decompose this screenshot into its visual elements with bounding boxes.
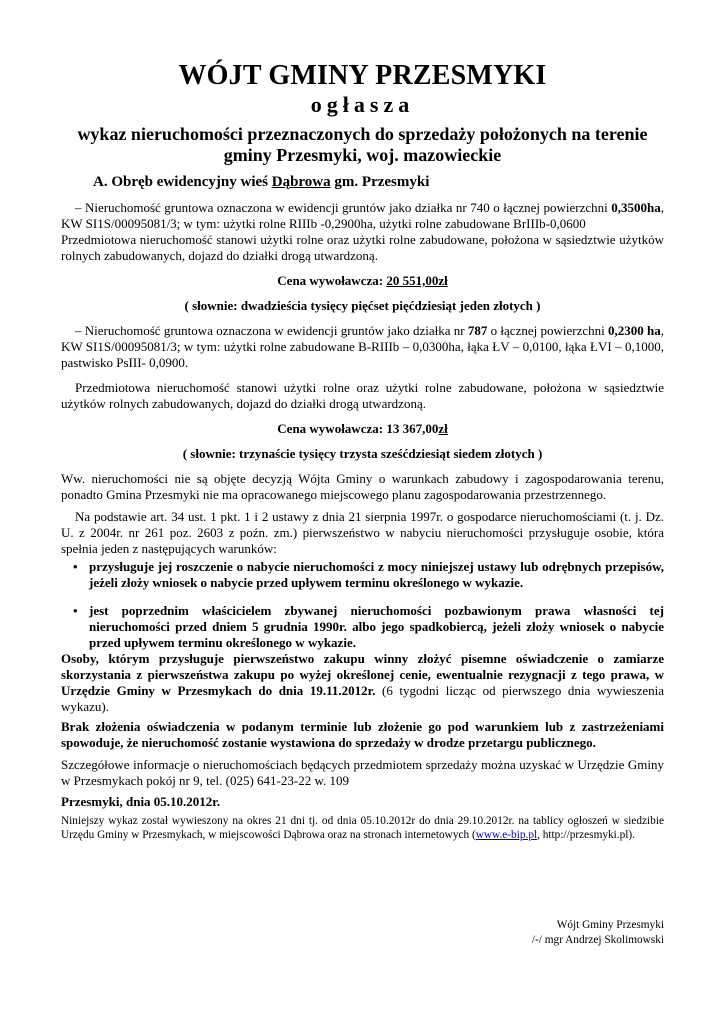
signature-title: Wójt Gminy Przesmyki bbox=[556, 919, 664, 931]
priority-rest: (6 tygodni licząc od pierwszego dnia wywieszenia wykazu). bbox=[61, 683, 665, 714]
bullet-icon: • bbox=[73, 559, 78, 574]
property2-price-words: ( słownie: trzynaście tysięcy trzysta sześćdziesiąt siedem złotych ) bbox=[182, 446, 543, 461]
announcement-document bbox=[61, 60, 664, 842]
section-a-suffix: gm. Przesmyki bbox=[330, 174, 430, 190]
heading-line-2: gminy Przesmyki, woj. mazowieckie bbox=[223, 145, 502, 165]
property1-price bbox=[61, 273, 664, 289]
condition-item-1 bbox=[61, 559, 664, 591]
property2-desc-b: o łącznej powierzchni bbox=[487, 323, 608, 338]
conditions-list bbox=[61, 559, 664, 651]
bip-link[interactable]: www.e-bip.pl bbox=[475, 829, 538, 841]
property2-area: 0,2300 ha bbox=[608, 323, 661, 338]
priority-statement bbox=[61, 651, 664, 715]
property1-price-label: Cena wywoławcza: bbox=[277, 273, 387, 288]
property2-parcel: 787 bbox=[467, 323, 488, 338]
priority-bold: Osoby, którym przysługuje pierwszeństwo zakupu winny złożyć pisemne oświadczenie o zamiarze skorzystania z pierwszeństwa zakupu po wyżej określonej cenie, ewentualnie rezygnacji z tego prawa, w Urzędzie Gminy w Przesmykach do dnia 19.11.2012r. bbox=[61, 651, 664, 698]
section-a-village: Dąbrowa bbox=[271, 174, 331, 190]
signature-block bbox=[532, 918, 664, 948]
bullet-icon: • bbox=[73, 603, 78, 618]
property1-price-value: 20 551,00zł bbox=[386, 273, 448, 288]
zoning-info: Ww. nieruchomości nie są objęte decyzją Wójta Gminy o warunkach zabudowy i zagospodarowania terenu, ponadto Gmina Przesmyki nie ma opracowanego miejscowego planu zagospodarowania przestrzennego. bbox=[61, 471, 664, 502]
property1-description bbox=[61, 200, 664, 232]
condition-1-text: przysługuje jej roszczenie o nabycie nieruchomości z mocy niniejszej ustawy lub odrębnych przepisów, jeżeli złoży wniosek o nabycie przed upływem terminu określonego w wykazie. bbox=[89, 559, 664, 590]
property1-price-words: ( słownie: dwadzieścia tysięcy pięćset pięćdziesiąt jeden złotych ) bbox=[184, 298, 541, 313]
contact-info: Szczegółowe informacje o nieruchomościach będących przedmiotem sprzedaży można uzyskać w Urzędzie Gminy w Przesmykach pokój nr 9, tel. (025) 641-23-22 w. 109 bbox=[61, 757, 664, 788]
property2-location: Przedmiotowa nieruchomość stanowi użytki rolne oraz użytki rolne zabudowane, położona w sąsiedztwie użytków rolnych zabudowanych, dojazd do działki drogą utwardzoną. bbox=[61, 380, 664, 411]
warning-statement: Brak złożenia oświadczenia w podanym terminie lub złożenie go pod warunkiem lub z zastrzeżeniami spowoduje, że nieruchomość zostanie wystawiona do sprzedaży w drodze przetargu publicznego. bbox=[61, 719, 664, 750]
property2-desc-a: – Nieruchomość gruntowa oznaczona w ewidencji gruntów jako działka nr bbox=[75, 323, 468, 338]
document-heading bbox=[61, 124, 664, 166]
property1-location: Przedmiotowa nieruchomość stanowi użytki rolne oraz użytki rolne zabudowane, położona w sąsiedztwie użytków rolnych zabudowanych, dojazd do działki drogą utwardzoną. bbox=[61, 232, 664, 263]
condition-2-text: jest poprzednim właścicielem zbywanej nieruchomości pozbawionym prawa własności tej nieruchomości przed dniem 5 grudnia 1990r. albo jego spadkobiercą, jeżeli złoży wniosek o nabycie przed upływem terminu określonego w wykazie. bbox=[89, 603, 664, 650]
issue-date: Przesmyki, dnia 05.10.2012r. bbox=[61, 794, 221, 809]
property1-area: 0,3500ha bbox=[611, 200, 661, 215]
page-subtitle: ogłasza bbox=[310, 92, 415, 117]
property2-desc-c: , KW SI1S/00095081/3; w tym: użytki rolne zabudowane B-RIIIb – 0,0300ha, łąka ŁV – 0,0100, łąka ŁVI – 0,1000, pastwisko PsIII- 0,0900. bbox=[61, 323, 664, 370]
posting-notice bbox=[61, 814, 664, 842]
page-title: WÓJT GMINY PRZESMYKI bbox=[178, 60, 547, 91]
section-a-heading bbox=[61, 173, 664, 191]
property1-desc-b: , KW SI1S/00095081/3; w tym: użytki rolne RIIIb -0,2900ha, użytki rolne zabudowane BrIIIb-0,0600 bbox=[61, 200, 664, 231]
property1-desc-a: – Nieruchomość gruntowa oznaczona w ewidencji gruntów jako działka nr 740 o łącznej powierzchni bbox=[75, 200, 612, 215]
property2-price-label: Cena wywoławcza: 13 367,00 bbox=[277, 421, 439, 436]
property2-price bbox=[61, 421, 664, 437]
property2-description bbox=[61, 323, 664, 371]
legal-basis: Na podstawie art. 34 ust. 1 pkt. 1 i 2 ustawy z dnia 21 sierpnia 1997r. o gospodarce nieruchomościami (t. j. Dz. U. z 2004r. nr 261 poz. 2603 z poźn. zm.) pierwszeństwo w nabyciu nieruchomości przysługuje osobie, która spełnia jeden z następujących warunków: bbox=[61, 509, 664, 556]
notice-text-a: Niniejszy wykaz został wywieszony na okres 21 dni tj. od dnia 05.10.2012r do dnia 29.10.2012r. na tablicy ogłoszeń w siedzibie Urzędu Gminy w Przesmykach, w miejscowości Dąbrowa oraz na stronach internetowych ( bbox=[61, 815, 664, 841]
section-a-prefix: A. Obręb ewidencyjny wieś bbox=[93, 174, 272, 190]
notice-text-b: , http://przesmyki.pl). bbox=[537, 829, 636, 841]
property2-price-currency: zł bbox=[438, 421, 448, 436]
signature-name: /-/ mgr Andrzej Skolimowski bbox=[531, 934, 664, 946]
condition-item-2 bbox=[61, 603, 664, 651]
heading-line-1: wykaz nieruchomości przeznaczonych do sprzedaży położonych na terenie bbox=[77, 124, 648, 144]
